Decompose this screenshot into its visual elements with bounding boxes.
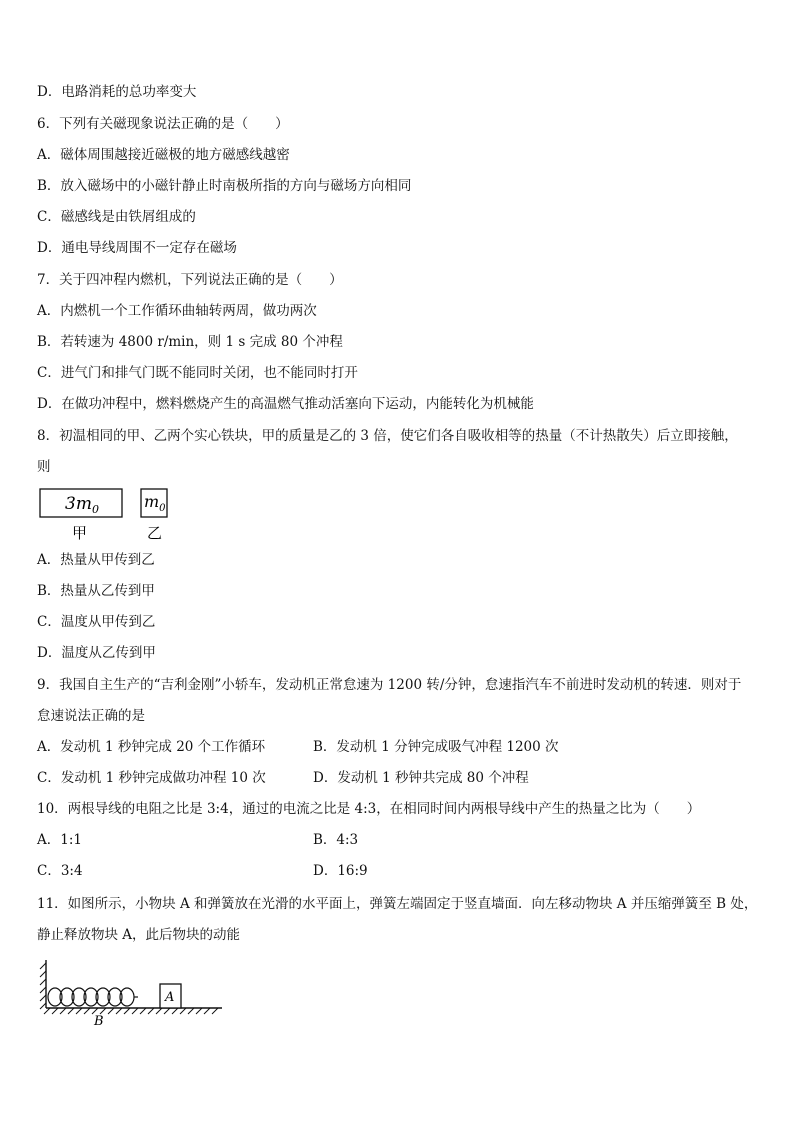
question-6-option-b: B．放入磁场中的小磁针静止时南极所指的方向与磁场方向相同: [37, 178, 412, 194]
question-10-option-b: B．4:3: [313, 832, 359, 848]
question-6-option-d: D．通电导线周围不一定存在磁场: [37, 240, 237, 256]
block-a-label: A: [165, 990, 175, 1005]
question-7-option-b: B．若转速为 4800 r/min，则 1 s 完成 80 个冲程: [37, 334, 343, 350]
question-8-stem-cont: 则: [37, 459, 51, 475]
question-10-option-c: C．3:4: [37, 863, 83, 879]
question-9-option-a: A．发动机 1 秒钟完成 20 个工作循环: [37, 739, 266, 755]
question-7-stem: 7．关于四冲程内燃机，下列说法正确的是（ ）: [37, 272, 343, 288]
question-9-stem-cont: 怠速说法正确的是: [37, 708, 145, 724]
question-6-stem: 6．下列有关磁现象说法正确的是（ ）: [37, 116, 289, 132]
question-8-option-a: A．热量从甲传到乙: [37, 552, 155, 568]
point-b-label: B: [94, 1014, 104, 1029]
question-11-figure: [38, 955, 228, 1030]
question-8-stem: 8．初温相同的甲、乙两个实心铁块，甲的质量是乙的 3 倍，使它们各自吸收相等的热量（不计热散失）后立即接触，: [37, 428, 738, 444]
question-8-figure: [37, 486, 207, 546]
question-d-prev: D．电路消耗的总功率变大: [37, 84, 197, 100]
question-11-stem-cont: 静止释放物块 A，此后物块的动能: [37, 927, 241, 943]
label-yi: 乙: [147, 524, 163, 542]
label-jia: 甲: [72, 524, 88, 542]
question-9-option-d: D．发动机 1 秒钟共完成 80 个冲程: [313, 770, 529, 786]
block-jia-mass: $3m_0$: [65, 494, 99, 516]
question-6-option-a: A．磁体周围越接近磁极的地方磁感线越密: [37, 147, 290, 163]
question-10-option-a: A．1:1: [37, 832, 82, 848]
question-11-stem: 11．如图所示，小物块 A 和弹簧放在光滑的水平面上，弹簧左端固定于竖直墙面．向左移动物块 A 并压缩弹簧至 B 处，: [37, 896, 758, 912]
question-8-option-d: D．温度从乙传到甲: [37, 645, 156, 661]
question-8-option-b: B．热量从乙传到甲: [37, 583, 155, 599]
question-7-option-c: C．进气门和排气门既不能同时关闭，也不能同时打开: [37, 365, 358, 381]
question-7-option-a: A．内燃机一个工作循环曲轴转两周，做功两次: [37, 303, 317, 319]
question-10-option-d: D．16:9: [313, 863, 368, 879]
block-yi-mass: $m_0$: [144, 492, 166, 514]
wall-hatch: [40, 963, 46, 1009]
question-9-option-c: C．发动机 1 秒钟完成做功冲程 10 次: [37, 770, 266, 786]
question-9-stem: 9．我国自主生产的“吉利金刚”小轿车，发动机正常怠速为 1200 转/分钟，怠速指汽车不前进时发动机的转速．则对于: [37, 677, 742, 693]
floor-hatch: [44, 1008, 218, 1014]
question-7-option-d: D．在做功冲程中，燃料燃烧产生的高温燃气推动活塞向下运动，内能转化为机械能: [37, 396, 534, 412]
question-10-stem: 10．两根导线的电阻之比是 3:4，通过的电流之比是 4:3，在相同时间内两根导线中产生的热量之比为（ ）: [37, 801, 701, 817]
question-9-option-b: B．发动机 1 分钟完成吸气冲程 1200 次: [313, 739, 559, 755]
question-8-option-c: C．温度从甲传到乙: [37, 614, 156, 630]
question-6-option-c: C．磁感线是由铁屑组成的: [37, 209, 196, 225]
spring: [48, 988, 138, 1006]
